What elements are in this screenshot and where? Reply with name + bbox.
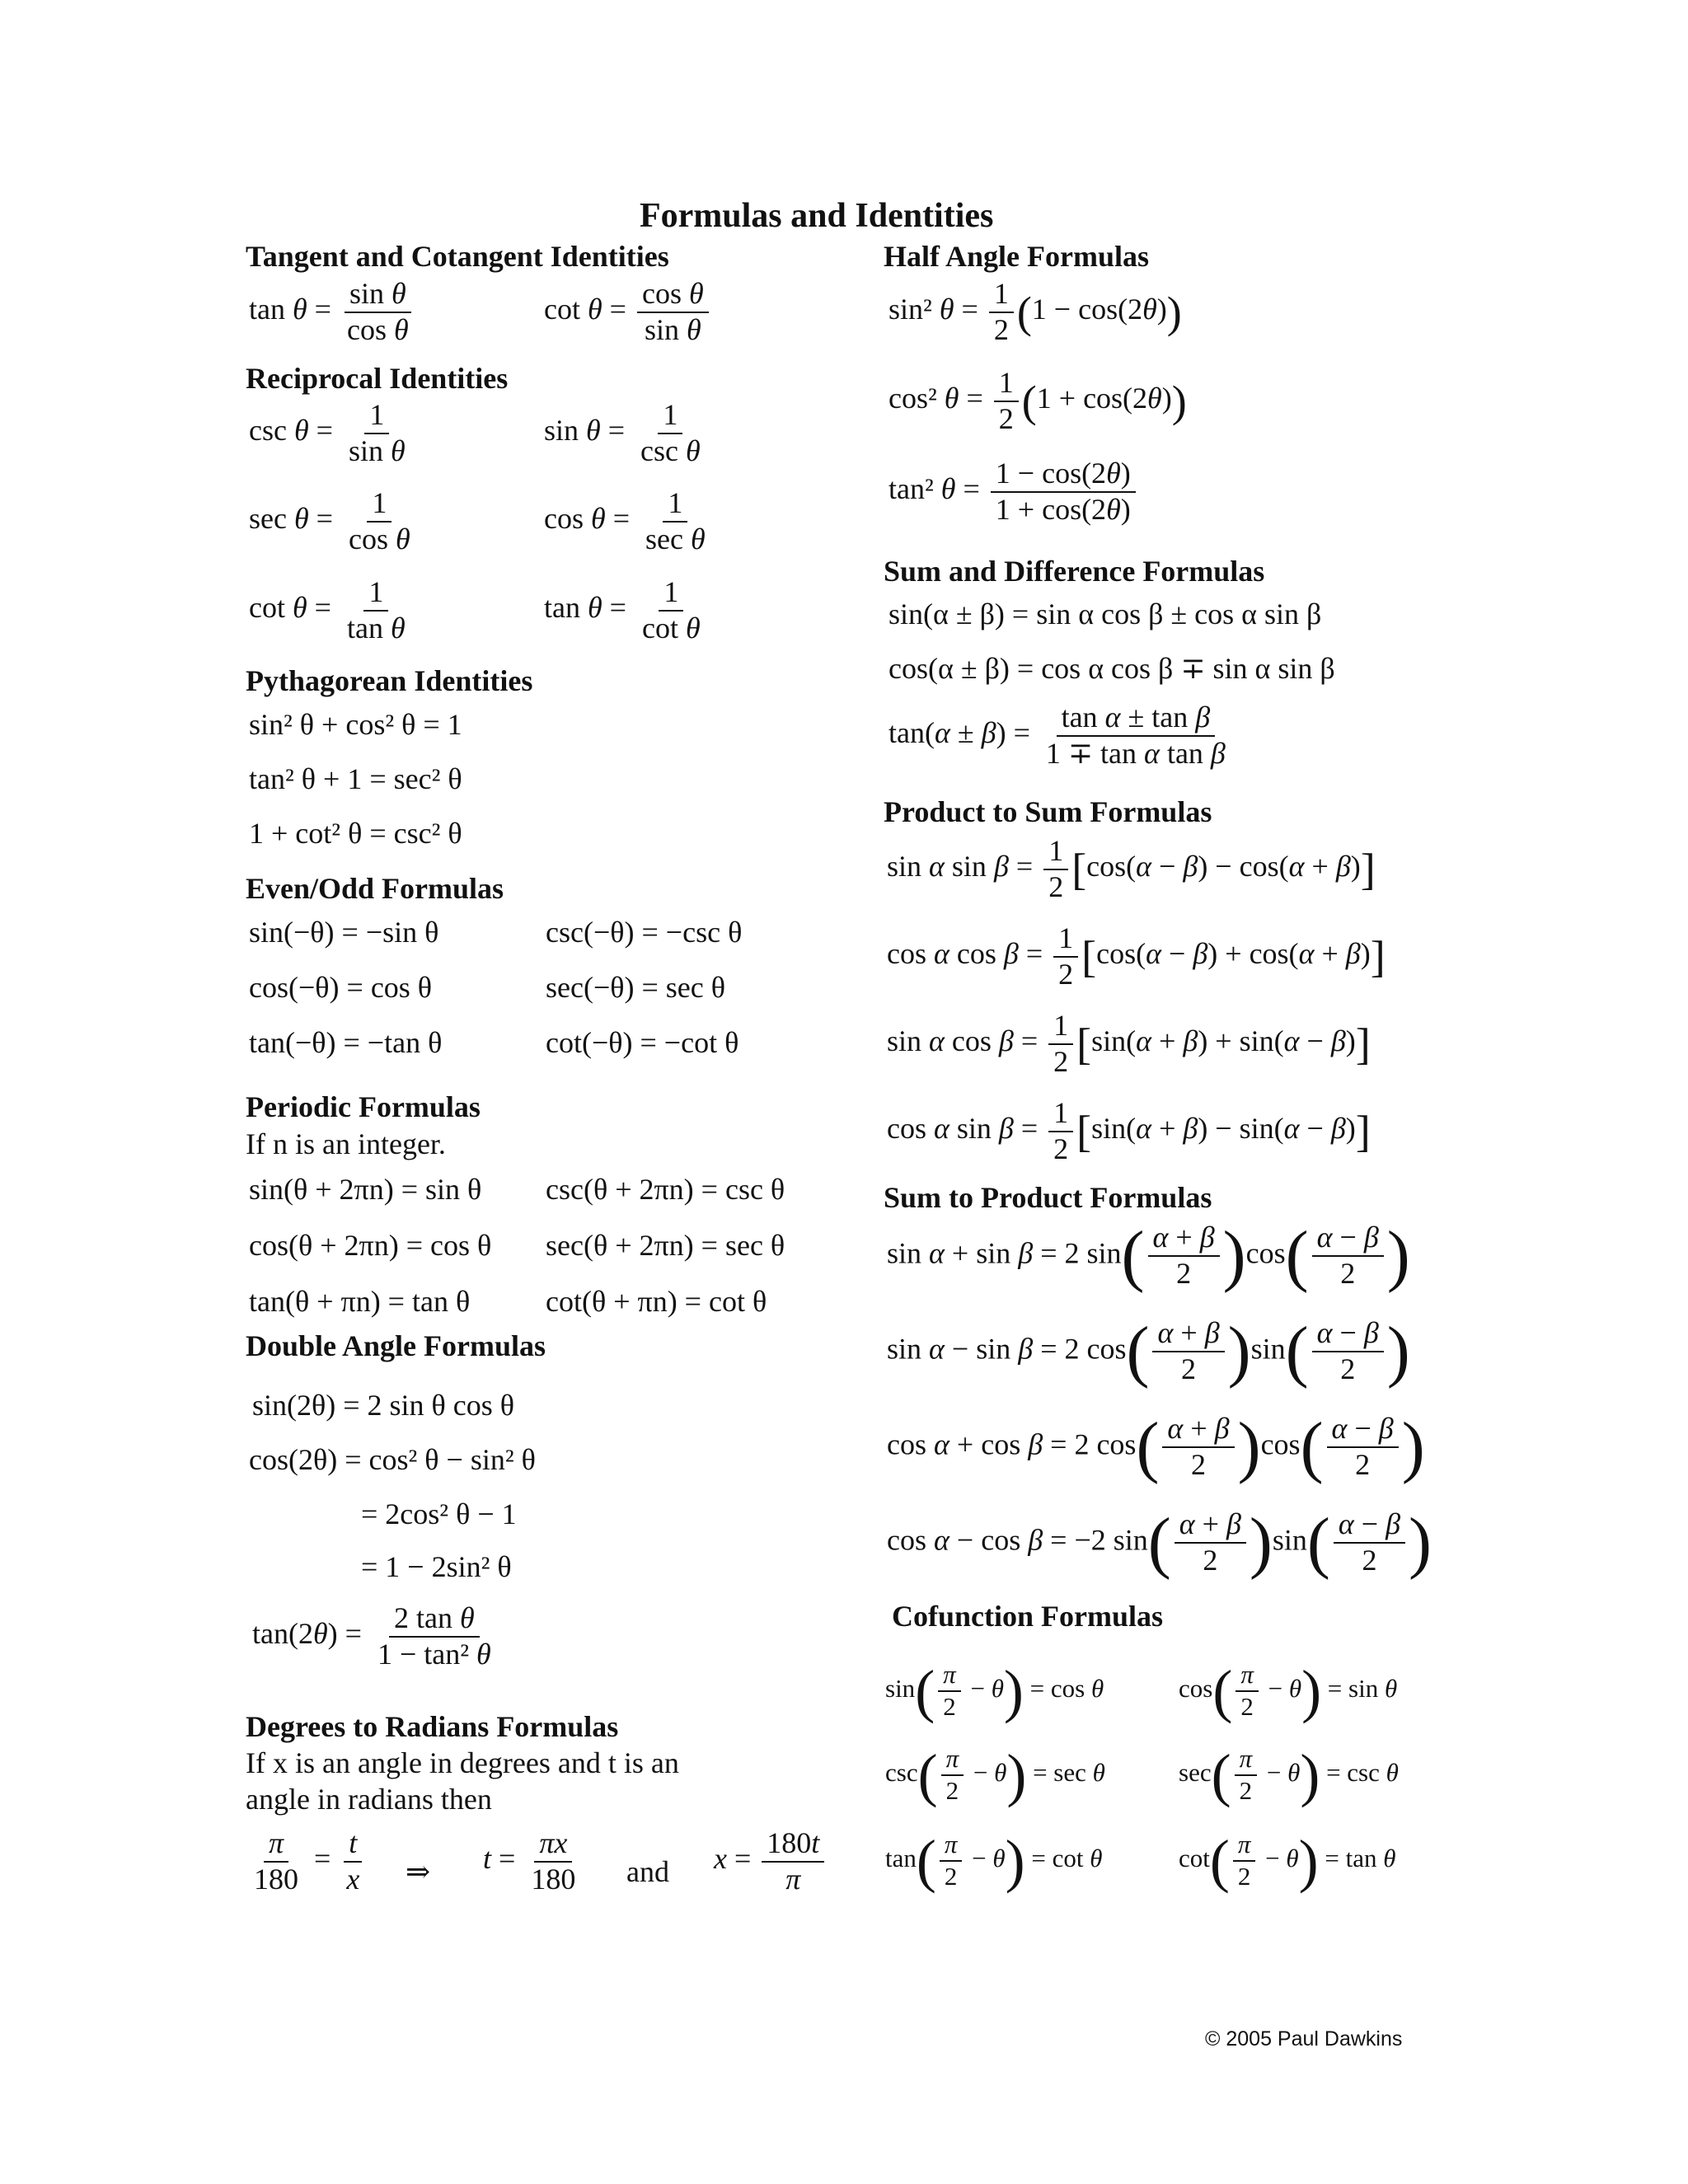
formula-t-from-x: t = $\frac{\pi x}{180}$	[483, 1826, 576, 1896]
formula-cofunction-cos: cos( $\frac{\pi}{2}$ − θ) = sin θ	[1179, 1658, 1398, 1724]
formula-tan-quotient: tan θ = $\frac{\text{sin θ}}{\text{cos θ}}$	[249, 279, 417, 346]
heading-double-angle: Double Angle Formulas	[246, 1329, 546, 1362]
formula-even-odd-sin: sin(−θ) = −sin θ	[249, 916, 439, 949]
heading-cofunction: Cofunction Formulas	[892, 1600, 1164, 1633]
formula-even-odd-cos: cos(−θ) = cos θ	[249, 971, 433, 1004]
formula-pi-over-180: $\frac{\pi}{180}$ = $\frac{t}{x}$	[246, 1828, 368, 1896]
formula-product-sin-cos: sin α cos β = $\frac{1}{2}$ [sin(α + β) + sin(α − β)]	[887, 1009, 1371, 1078]
formula-product-cos-cos: cos α cos β = $\frac{1}{2}$ [cos(α − β) + cos(α + β)]	[887, 921, 1386, 991]
formula-product-cos-sin: cos α sin β = $\frac{1}{2}$ [sin(α + β) − sin(α − β)]	[887, 1096, 1371, 1165]
page-title: Formulas and Identities	[640, 197, 994, 235]
formula-pythagorean-3: 1 + cot² θ = csc² θ	[249, 817, 462, 850]
formula-even-odd-tan: tan(−θ) = −tan θ	[249, 1026, 443, 1059]
formula-double-cos-3: = 1 − 2sin² θ	[361, 1550, 512, 1583]
formula-sum-diff-sin: sin(α ± β) = sin α cos β ± cos α sin β	[889, 598, 1322, 630]
formula-sum-product-3: cos α + cos β = 2 cos( $\frac{\alpha + \beta}{2}$ )cos( $\frac{\alpha - \beta}{2}$ )	[887, 1408, 1425, 1485]
heading-tangent-cotangent: Tangent and Cotangent Identities	[246, 240, 669, 273]
formula-periodic-csc: csc(θ + 2πn) = csc θ	[546, 1173, 785, 1206]
formula-product-sin-sin: sin α sin β = $\frac{1}{2}$ [cos(α − β) − cos(α + β)]	[887, 834, 1376, 903]
periodic-note: If n is an integer.	[246, 1127, 446, 1160]
formula-sum-diff-tan: tan(α ± β) = $\frac{\text{tan α ± tan β}}{\text{1 ∓ tan α tan β}}$	[889, 701, 1226, 770]
formula-pythagorean-2: tan² θ + 1 = sec² θ	[249, 762, 462, 795]
heading-pythagorean: Pythagorean Identities	[246, 664, 533, 697]
formula-sum-diff-cos: cos(α ± β) = cos α cos β ∓ sin α sin β	[889, 652, 1335, 685]
formula-sum-product-4: cos α − cos β = −2 sin( $\frac{\alpha + \beta}{2}$ )sin( $\frac{\alpha - \beta}{2}$ )	[887, 1504, 1432, 1581]
formula-cot-quotient: cot θ = $\frac{\text{cos θ}}{\text{sin θ}}$	[544, 279, 712, 346]
formula-even-odd-cot: cot(−θ) = −cot θ	[546, 1026, 739, 1059]
formula-cot-reciprocal: cot θ = $\frac{1}{\text{tan θ}}$	[249, 575, 406, 644]
formula-pythagorean-1: sin² θ + cos² θ = 1	[249, 708, 462, 741]
formula-sum-product-1: sin α + sin β = 2 sin( $\frac{\alpha + \beta}{2}$ )cos( $\frac{\alpha - \beta}{2}$ )	[887, 1217, 1410, 1294]
formula-sec-reciprocal: sec θ = $\frac{1}{\text{cos θ}}$	[249, 486, 410, 555]
heading-sum-difference: Sum and Difference Formulas	[884, 555, 1265, 588]
degrees-radians-note-1: If x is an angle in degrees and t is an	[246, 1746, 679, 1779]
formula-even-odd-csc: csc(−θ) = −csc θ	[546, 916, 743, 949]
and-label: and	[626, 1855, 669, 1888]
heading-reciprocal: Reciprocal Identities	[246, 362, 509, 395]
heading-sum-product: Sum to Product Formulas	[884, 1181, 1212, 1214]
formula-cofunction-sin: sin( $\frac{\pi}{2}$ − θ) = cos θ	[885, 1658, 1104, 1724]
formula-x-from-t: x = $\frac{180t}{\pi}$	[714, 1828, 828, 1896]
formula-cofunction-sec: sec( $\frac{\pi}{2}$ − θ) = csc θ	[1179, 1742, 1399, 1808]
formula-double-cos: cos(2θ) = cos² θ − sin² θ	[249, 1443, 536, 1476]
formula-periodic-sin: sin(θ + 2πn) = sin θ	[249, 1173, 482, 1206]
formula-half-cos: cos² θ = $\frac{1}{2}$ (1 + cos(2θ))	[889, 366, 1187, 435]
heading-half-angle: Half Angle Formulas	[884, 240, 1149, 273]
formula-csc-reciprocal: csc θ = $\frac{1}{\text{sin θ}}$	[249, 398, 406, 467]
formula-cofunction-csc: csc( $\frac{\pi}{2}$ − θ) = sec θ	[885, 1742, 1105, 1808]
heading-periodic: Periodic Formulas	[246, 1090, 481, 1123]
degrees-radians-note-2: angle in radians then	[246, 1783, 492, 1816]
heading-degrees-radians: Degrees to Radians Formulas	[246, 1710, 619, 1743]
formula-double-cos-2: = 2cos² θ − 1	[361, 1497, 517, 1530]
heading-product-sum: Product to Sum Formulas	[884, 795, 1212, 828]
copyright-notice: © 2005 Paul Dawkins	[1205, 2027, 1403, 2050]
implies-arrow: ⇒	[406, 1855, 431, 1888]
formula-even-odd-sec: sec(−θ) = sec θ	[546, 971, 726, 1004]
formula-sum-product-2: sin α − sin β = 2 cos( $\frac{\alpha + \beta}{2}$ )sin( $\frac{\alpha - \beta}{2}$ )	[887, 1313, 1410, 1390]
formula-periodic-cos: cos(θ + 2πn) = cos θ	[249, 1229, 492, 1262]
heading-even-odd: Even/Odd Formulas	[246, 872, 504, 905]
formula-cos-reciprocal: cos θ = $\frac{1}{\text{sec θ}}$	[544, 486, 706, 555]
formula-sin-reciprocal: sin θ = $\frac{1}{\text{csc θ}}$	[544, 398, 701, 467]
formula-cofunction-cot: cot( $\frac{\pi}{2}$ − θ) = tan θ	[1179, 1828, 1396, 1894]
formula-cofunction-tan: tan( $\frac{\pi}{2}$ − θ) = cot θ	[885, 1828, 1103, 1894]
formula-periodic-sec: sec(θ + 2πn) = sec θ	[546, 1229, 785, 1262]
formula-tan-reciprocal: tan θ = $\frac{1}{\text{cot θ}}$	[544, 575, 701, 644]
formula-periodic-cot: cot(θ + πn) = cot θ	[546, 1285, 767, 1318]
formula-half-tan: tan² θ = $\frac{1 - \cos(2\theta)}{1 + \cos(2\theta)}$	[889, 458, 1139, 526]
formula-half-sin: sin² θ = $\frac{1}{2}$ (1 − cos(2θ))	[889, 277, 1182, 346]
formula-double-sin: sin(2θ) = 2 sin θ cos θ	[252, 1389, 515, 1422]
formula-double-tan: tan(2θ) = $\frac{\text{2 tan θ}}{\text{1 − tan² θ}}$	[252, 1601, 491, 1671]
formula-periodic-tan: tan(θ + πn) = tan θ	[249, 1285, 471, 1318]
